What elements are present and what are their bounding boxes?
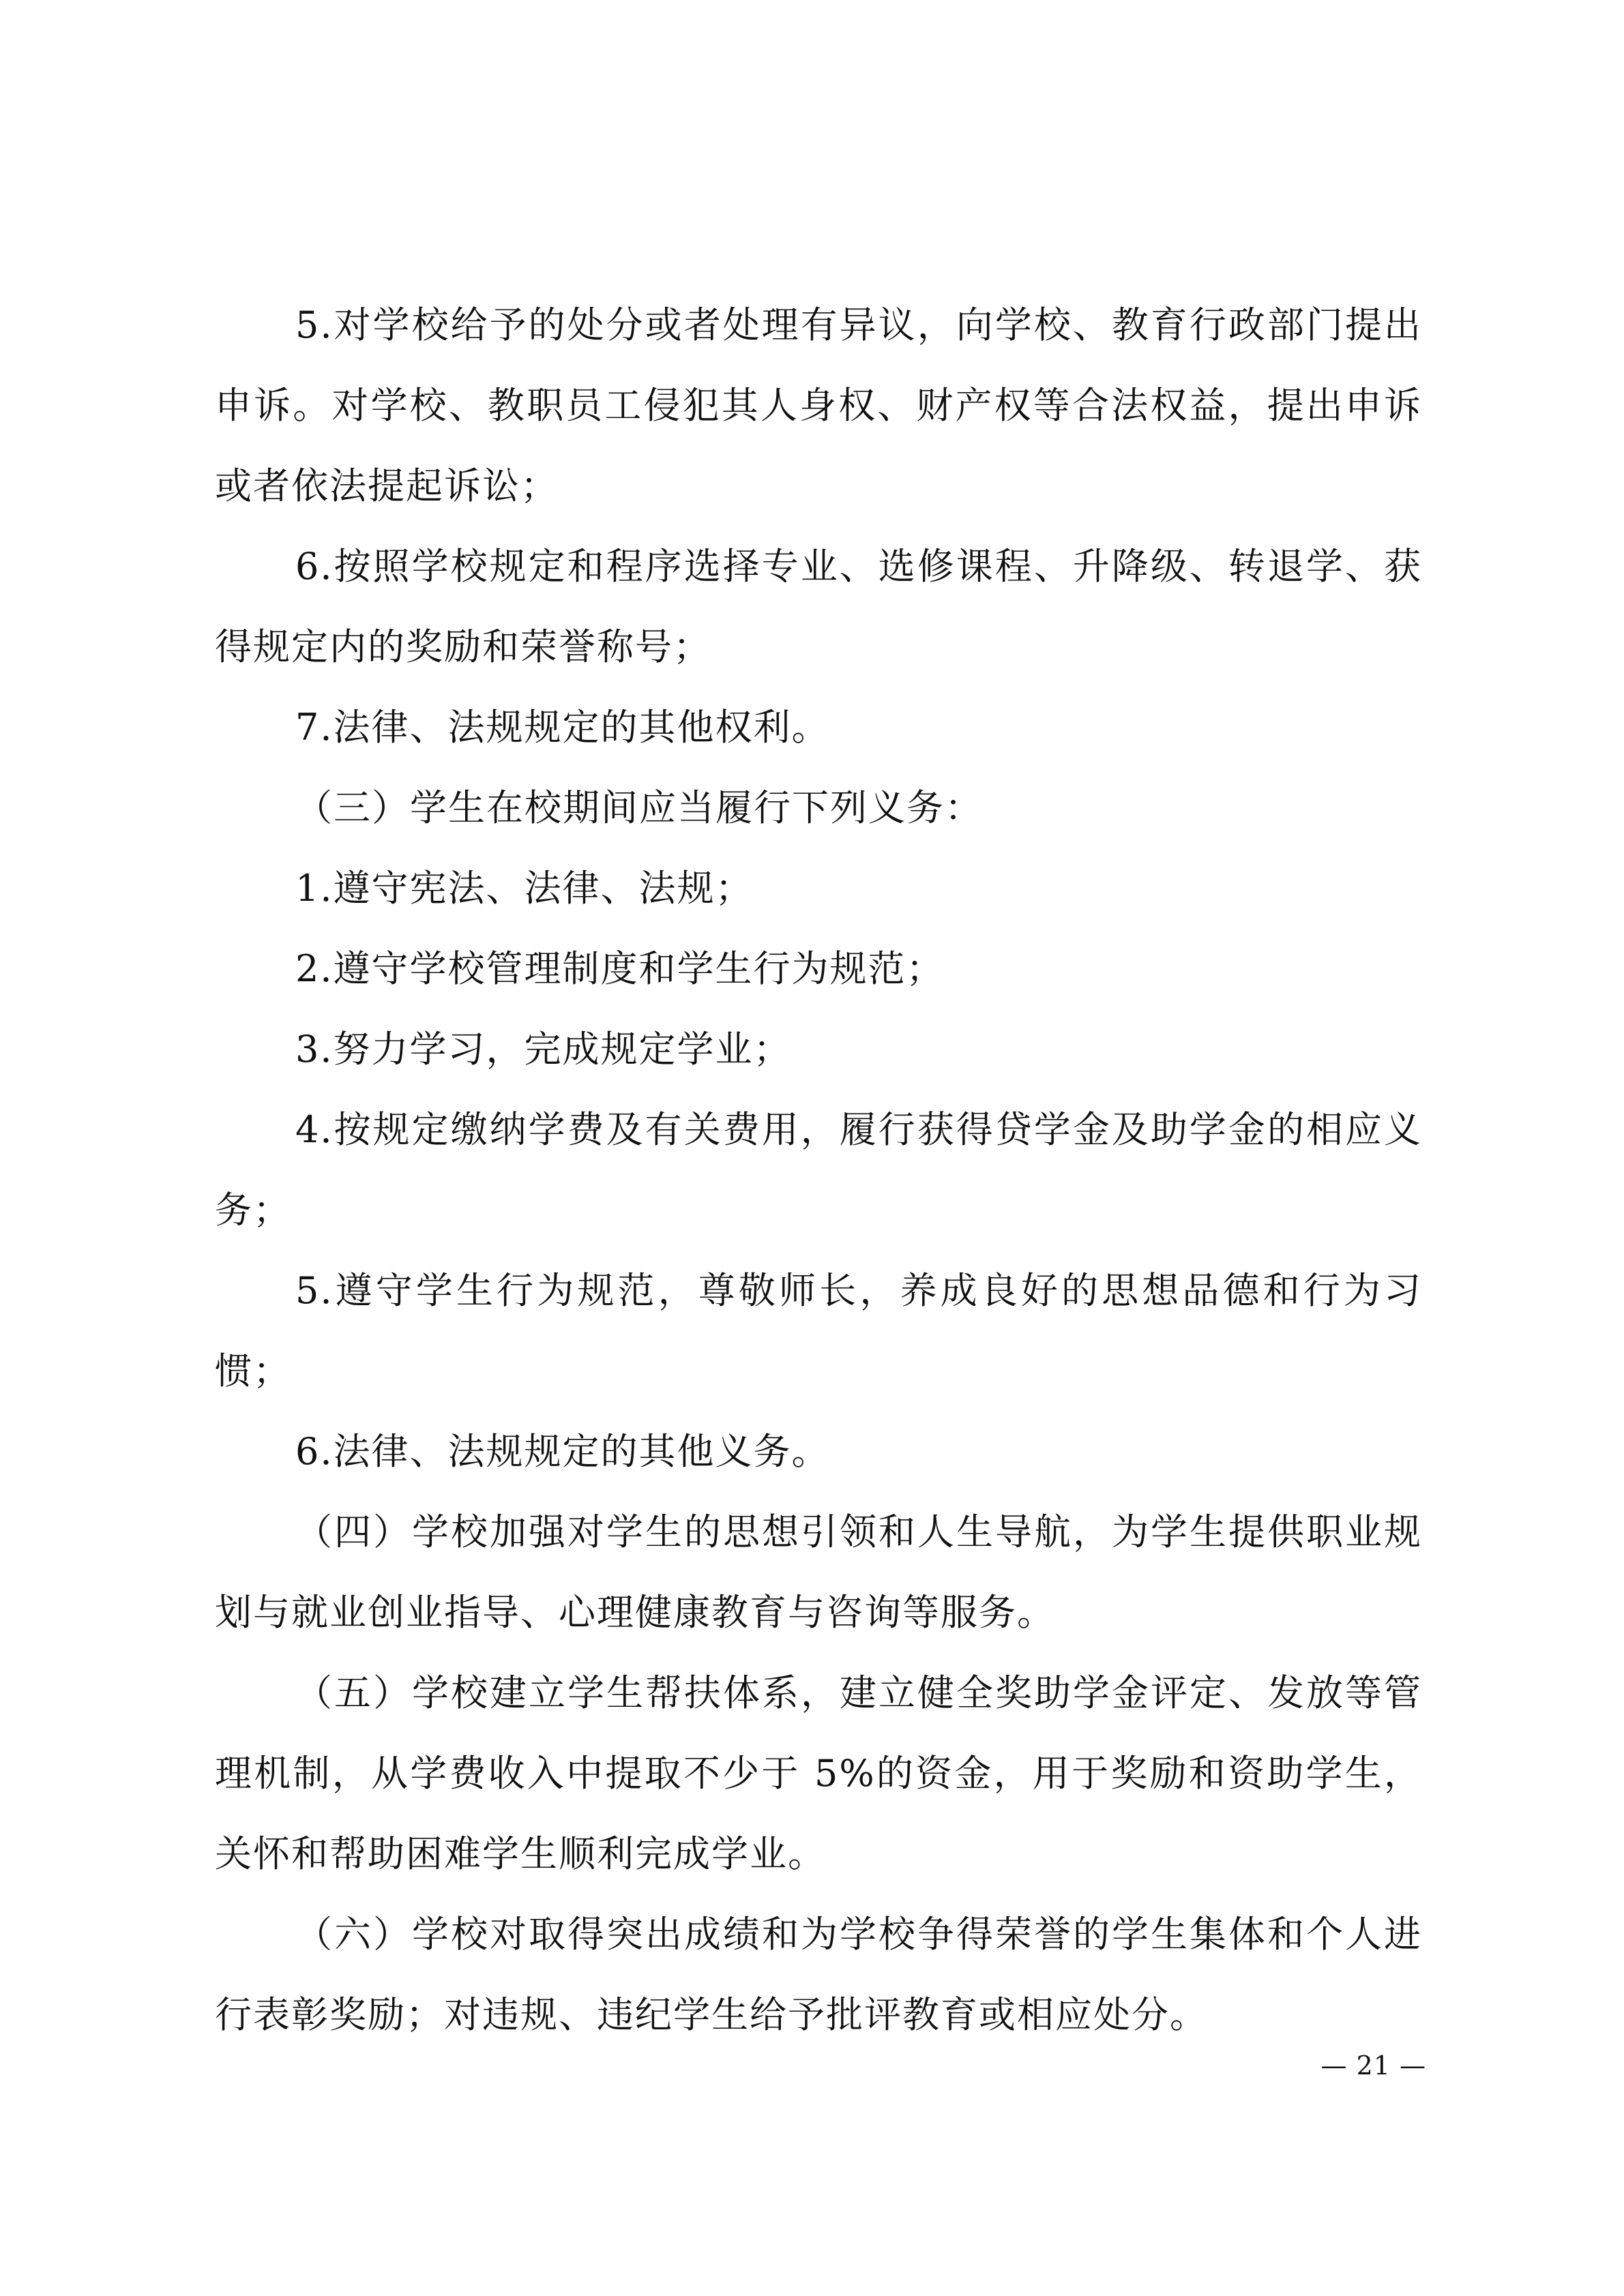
paragraph-section-4: （四）学校加强对学生的思想引领和人生导航，为学生提供职业规划与就业创业指导、心理健康教育与咨询等服务。: [215, 1510, 1422, 1634]
paragraph-duty-1: 1.遵守宪法、法律、法规；: [295, 867, 754, 910]
document-body: [215, 285, 1422, 2055]
paragraph-duty-5: 5.遵守学生行为规范，尊敬师长，养成良好的思想品德和行为习惯；: [215, 1269, 1422, 1392]
paragraph-section-6: （六）学校对取得突出成绩和为学校争得荣誉的学生集体和个人进行表彰奖励；对违规、违纪学生给予批评教育或相应处分。: [215, 1913, 1422, 2036]
paragraph-right-7: 7.法律、法规规定的其他权利。: [295, 706, 830, 749]
paragraph-duty-6: 6.法律、法规规定的其他义务。: [295, 1430, 830, 1473]
page-number: — 21 —: [1320, 2051, 1426, 2081]
paragraph-right-5: 5.对学校给予的处分或者处理有异议，向学校、教育行政部门提出申诉。对学校、教职员工侵犯其人身权、财产权等合法权益，提出申诉或者依法提起诉讼；: [215, 303, 1422, 507]
paragraph-duty-2: 2.遵守学校管理制度和学生行为规范；: [295, 947, 945, 990]
paragraph-section-5: （五）学校建立学生帮扶体系，建立健全奖助学金评定、发放等管理机制，从学费收入中提取不少于 5%的资金，用于奖励和资助学生，关怀和帮助困难学生顺利完成学业。: [215, 1671, 1422, 1875]
paragraph-right-6: 6.按照学校规定和程序选择专业、选修课程、升降级、转退学、获得规定内的奖励和荣誉称号；: [215, 545, 1422, 668]
paragraph-duty-3: 3.努力学习，完成规定学业；: [295, 1028, 792, 1071]
paragraph-duty-4: 4.按规定缴纳学费及有关费用，履行获得贷学金及助学金的相应义务；: [215, 1108, 1422, 1232]
section-heading-duties: （三）学生在校期间应当履行下列义务：: [295, 786, 983, 829]
